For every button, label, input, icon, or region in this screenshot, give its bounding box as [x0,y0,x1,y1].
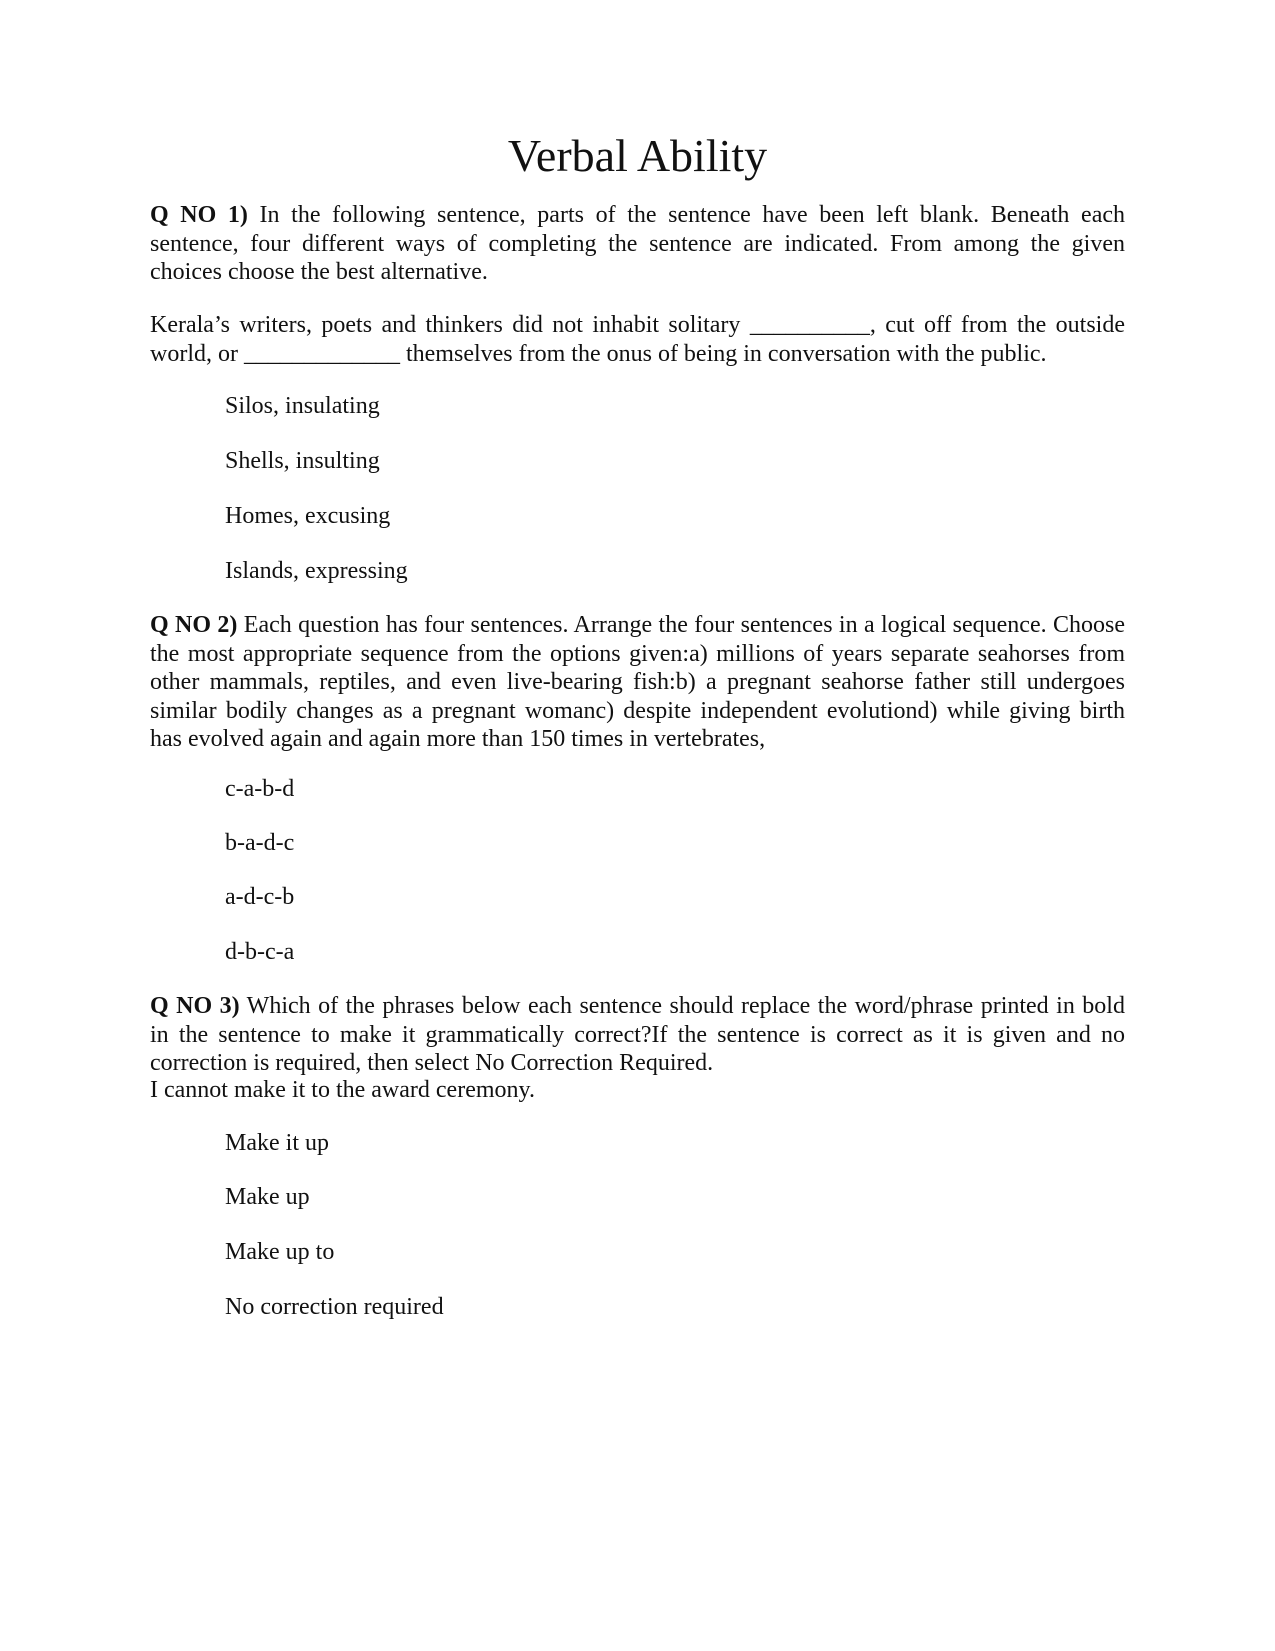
page-title: Verbal Ability [507,130,768,181]
question-3-option-4[interactable]: No correction required [225,1294,444,1320]
question-2-instruction-text: Each question has four sentences. Arrange the four sentences in a logical sequence. Choose the most appropriate sequence from the options given:a) millions of years separate seahorses from other mammals, reptiles, and even live-bearing fish:b) a pregnant seahorse father still undergoes similar bodily changes as a pregnant womanc) despite independent evolutiond) while giving birth has evolved again and again more than 150 times in vertebrates, [150,612,1125,752]
question-2-instruction [150,611,1125,754]
question-2-option-4[interactable]: d-b-c-a [225,939,295,965]
question-1-option-1[interactable]: Silos, insulating [225,393,380,419]
question-3-option-3[interactable]: Make up to [225,1239,335,1265]
question-1-option-3[interactable]: Homes, excusing [225,503,391,529]
question-3-label: Q NO 3) [150,993,240,1019]
question-2-option-1[interactable]: c-a-b-d [225,776,295,802]
question-3-instruction-text: Which of the phrases below each sentence should replace the word/phrase printed in bold in the sentence to make it grammatically correct?If the sentence is correct as it is given and no correction is required, then select No Correction Required. [150,993,1125,1076]
question-1-label: Q NO 1) [150,202,248,228]
question-1-instruction-text: In the following sentence, parts of the sentence have been left blank. Beneath each sentence, four different ways of completing the sentence are indicated. From among the given choices choose the best alternative. [150,202,1125,285]
question-3-sentence: I cannot make it to the award ceremony. [150,1077,535,1103]
question-1-instruction [150,201,1125,287]
question-1-sentence: Kerala’s writers, poets and thinkers did not inhabit solitary __________, cut off from the outside world, or _____________ themselves from the onus of being in conversation with the public. [150,312,1125,367]
question-2-option-3[interactable]: a-d-c-b [225,884,295,910]
question-3-option-1[interactable]: Make it up [225,1130,329,1156]
question-1-option-2[interactable]: Shells, insulting [225,448,380,474]
question-2-option-2[interactable]: b-a-d-c [225,830,295,856]
question-3-instruction [150,992,1125,1078]
question-3-option-2[interactable]: Make up [225,1184,310,1210]
question-2-label: Q NO 2) [150,612,238,638]
question-1-option-4[interactable]: Islands, expressing [225,558,408,584]
